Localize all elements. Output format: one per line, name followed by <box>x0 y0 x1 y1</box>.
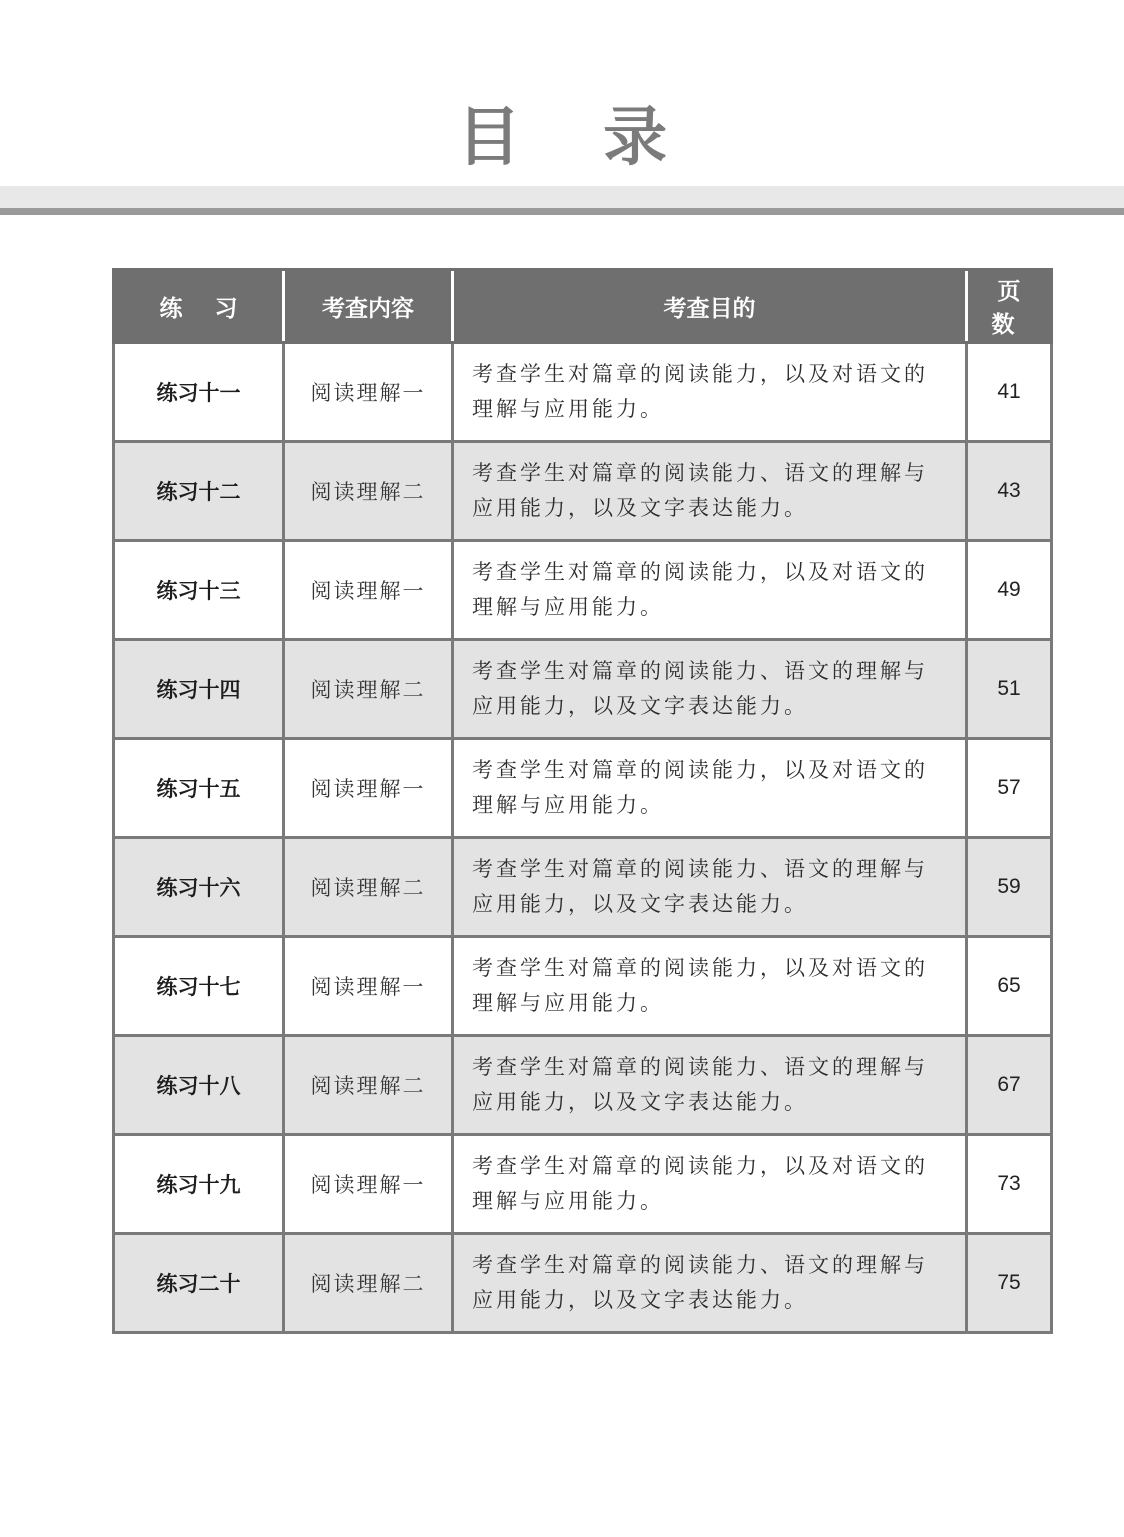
table-row <box>114 1036 1052 1135</box>
page-number-cell: 73 <box>967 1135 1052 1234</box>
purpose-cell: 考查学生对篇章的阅读能力，以及对语文的理解与应用能力。 <box>453 343 967 442</box>
content-cell: 阅读理解一 <box>284 739 453 838</box>
exercise-cell: 练习十二 <box>114 442 284 541</box>
page-number-cell: 59 <box>967 838 1052 937</box>
content-cell: 阅读理解一 <box>284 937 453 1036</box>
purpose-cell: 考查学生对篇章的阅读能力、语文的理解与应用能力，以及文字表达能力。 <box>453 442 967 541</box>
toc-table <box>112 268 1053 1334</box>
header-purpose: 考查目的 <box>453 270 967 343</box>
exercise-cell: 练习十八 <box>114 1036 284 1135</box>
content-cell: 阅读理解一 <box>284 1135 453 1234</box>
page-number-cell: 43 <box>967 442 1052 541</box>
purpose-cell: 考查学生对篇章的阅读能力、语文的理解与应用能力，以及文字表达能力。 <box>453 640 967 739</box>
purpose-cell: 考查学生对篇章的阅读能力，以及对语文的理解与应用能力。 <box>453 541 967 640</box>
content-cell: 阅读理解一 <box>284 541 453 640</box>
table-row <box>114 442 1052 541</box>
header-page: 页 数 <box>967 270 1052 343</box>
purpose-cell: 考查学生对篇章的阅读能力、语文的理解与应用能力，以及文字表达能力。 <box>453 1036 967 1135</box>
table-row <box>114 343 1052 442</box>
content-cell: 阅读理解二 <box>284 1036 453 1135</box>
page-number-cell: 51 <box>967 640 1052 739</box>
purpose-cell: 考查学生对篇章的阅读能力，以及对语文的理解与应用能力。 <box>453 937 967 1036</box>
content-cell: 阅读理解二 <box>284 442 453 541</box>
page-title: 目 录 <box>456 101 698 175</box>
title-band <box>0 186 1124 208</box>
page-number-cell: 75 <box>967 1234 1052 1333</box>
table-row <box>114 739 1052 838</box>
exercise-cell: 练习十六 <box>114 838 284 937</box>
table-row <box>114 1234 1052 1333</box>
page-number-cell: 65 <box>967 937 1052 1036</box>
content-cell: 阅读理解二 <box>284 838 453 937</box>
table-row <box>114 838 1052 937</box>
toc-table-header <box>114 270 1052 343</box>
header-exercise: 练 习 <box>114 270 284 343</box>
exercise-cell: 练习二十 <box>114 1234 284 1333</box>
table-row <box>114 1135 1052 1234</box>
exercise-cell: 练习十五 <box>114 739 284 838</box>
content-cell: 阅读理解二 <box>284 640 453 739</box>
page-number-cell: 67 <box>967 1036 1052 1135</box>
toc-table-body <box>114 343 1052 1333</box>
exercise-cell: 练习十七 <box>114 937 284 1036</box>
purpose-cell: 考查学生对篇章的阅读能力、语文的理解与应用能力，以及文字表达能力。 <box>453 1234 967 1333</box>
exercise-cell: 练习十一 <box>114 343 284 442</box>
page-number-cell: 41 <box>967 343 1052 442</box>
header-row <box>114 270 1052 343</box>
table-row <box>114 541 1052 640</box>
exercise-cell: 练习十九 <box>114 1135 284 1234</box>
purpose-cell: 考查学生对篇章的阅读能力，以及对语文的理解与应用能力。 <box>453 1135 967 1234</box>
exercise-cell: 练习十四 <box>114 640 284 739</box>
page-number-cell: 49 <box>967 541 1052 640</box>
page-number-cell: 57 <box>967 739 1052 838</box>
content-cell: 阅读理解一 <box>284 343 453 442</box>
purpose-cell: 考查学生对篇章的阅读能力，以及对语文的理解与应用能力。 <box>453 739 967 838</box>
content-cell: 阅读理解二 <box>284 1234 453 1333</box>
header-content: 考查内容 <box>284 270 453 343</box>
exercise-cell: 练习十三 <box>114 541 284 640</box>
purpose-cell: 考查学生对篇章的阅读能力、语文的理解与应用能力，以及文字表达能力。 <box>453 838 967 937</box>
title-rule <box>0 208 1124 215</box>
table-row <box>114 640 1052 739</box>
table-row <box>114 937 1052 1036</box>
